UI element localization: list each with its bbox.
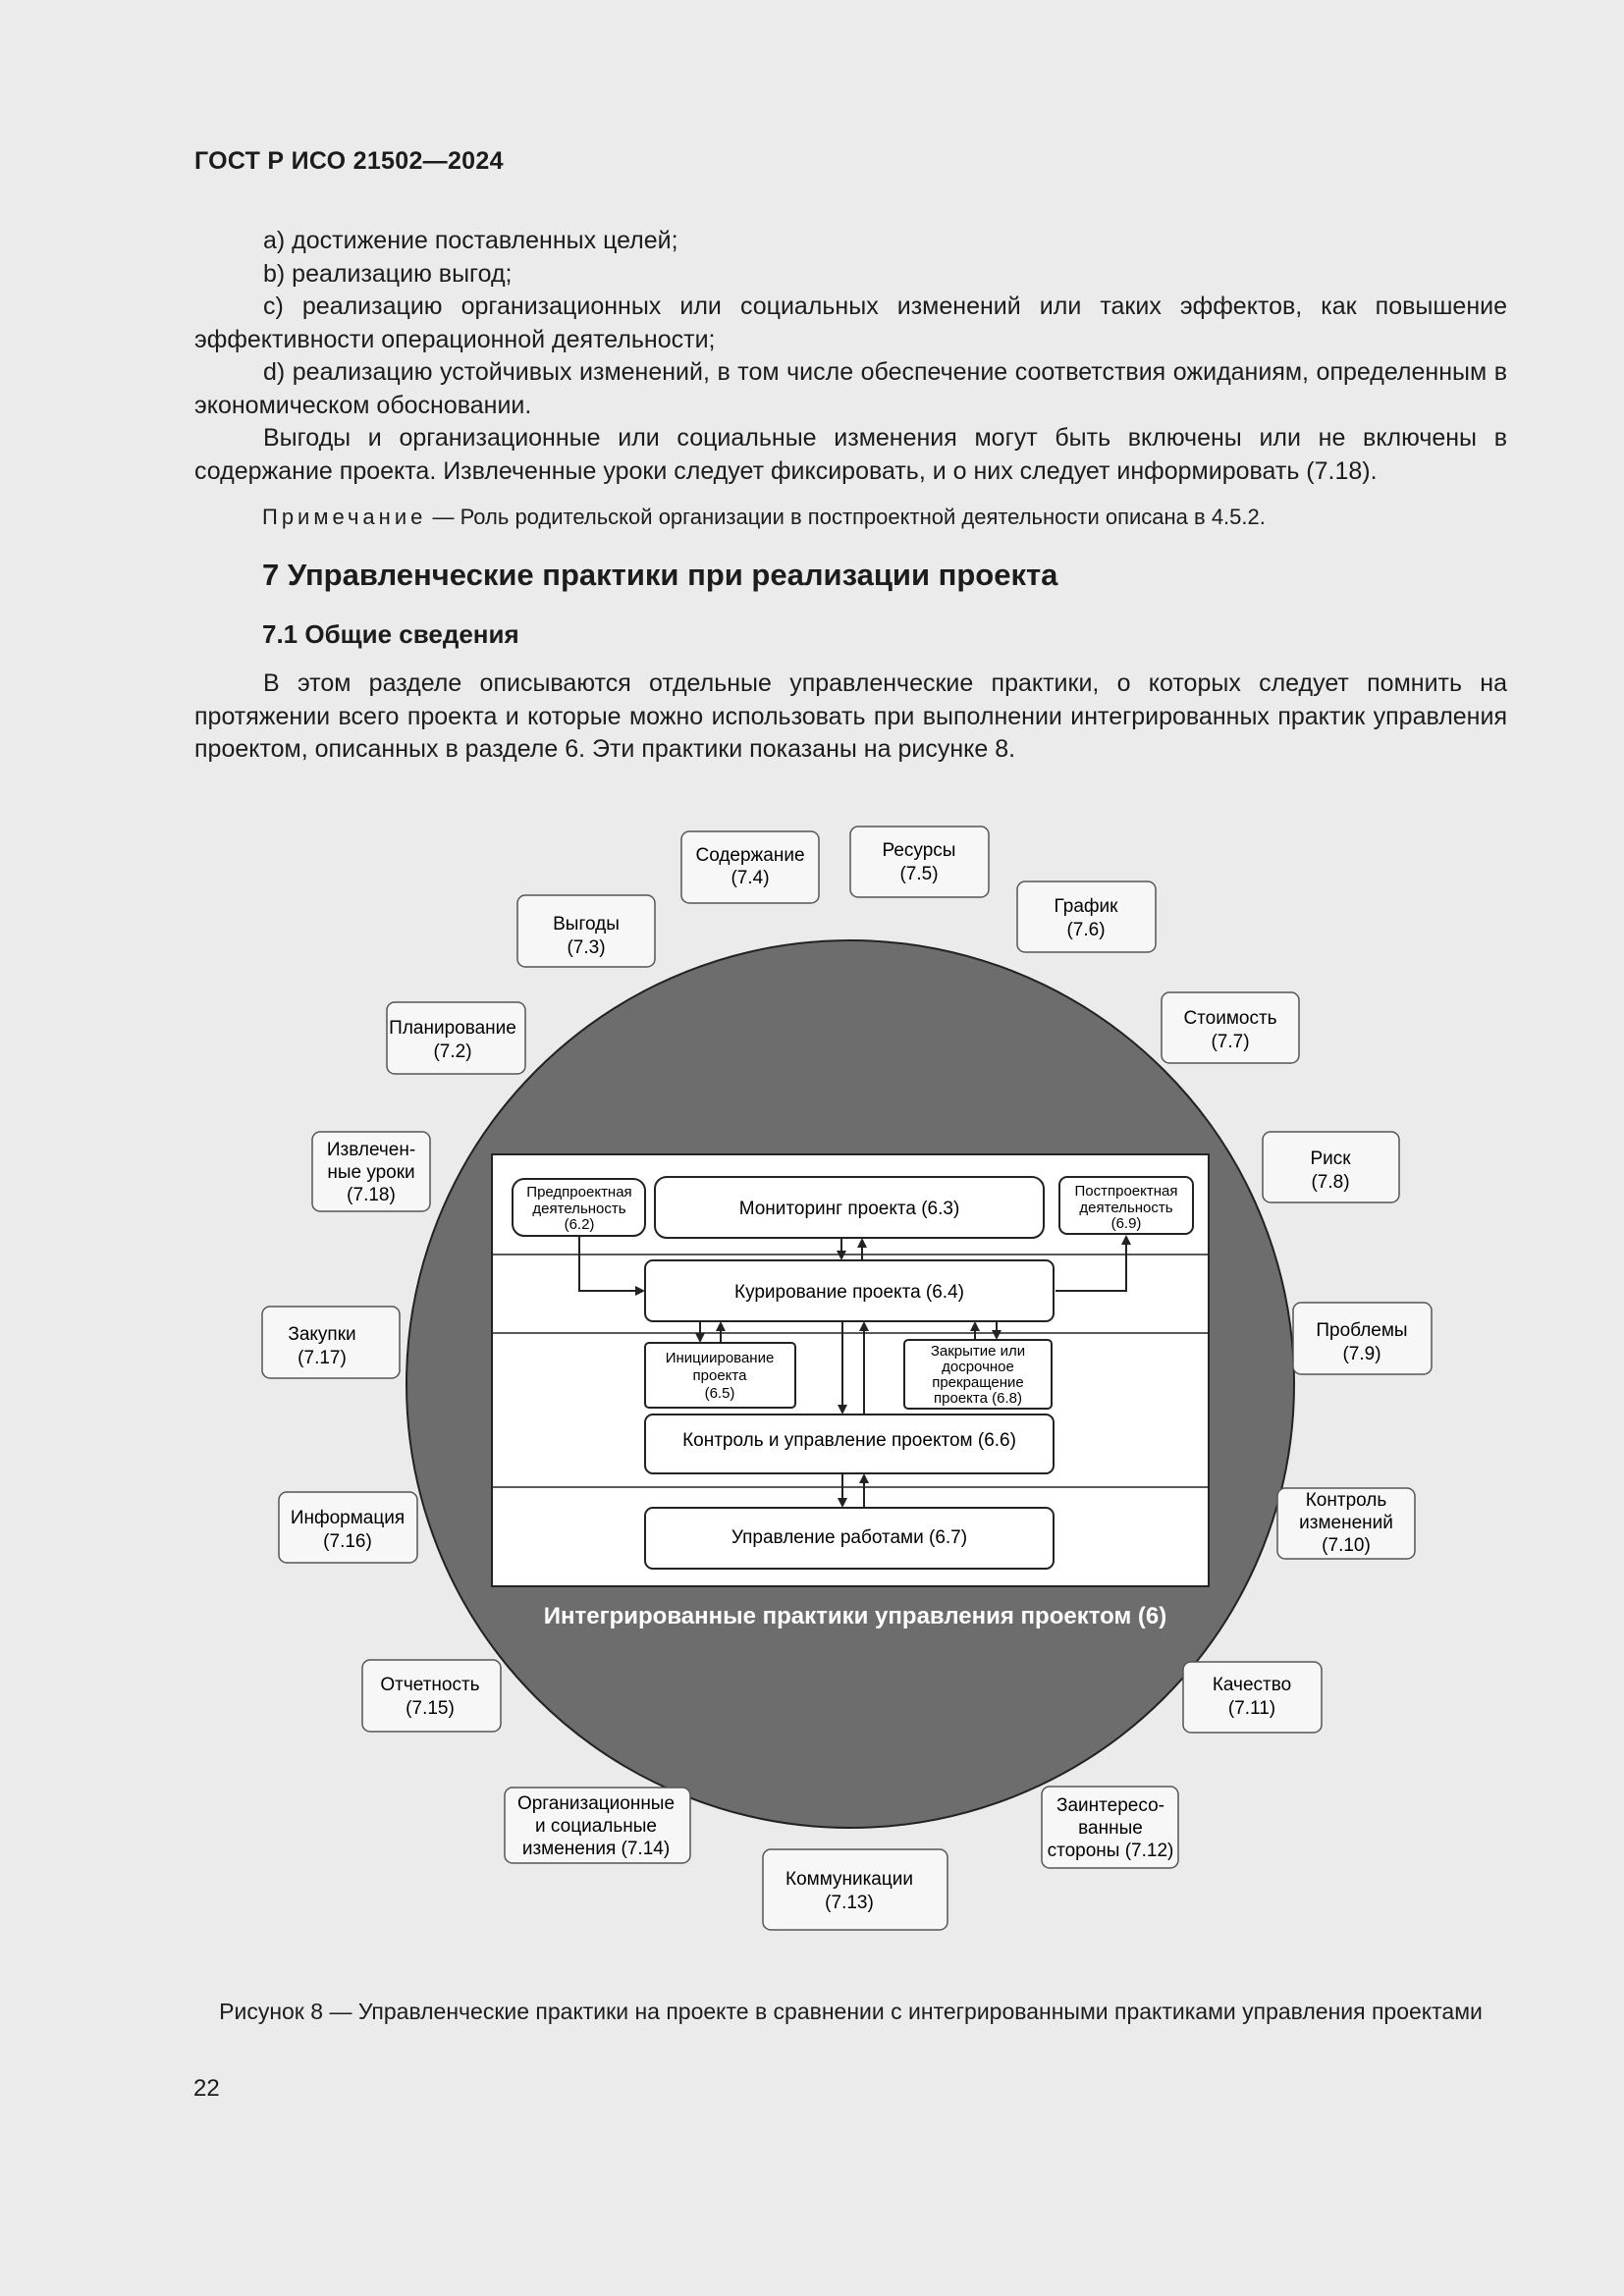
practice-schedule-line-1: График xyxy=(1054,896,1118,917)
practice-cost-line-2: (7.7) xyxy=(1211,1032,1250,1052)
practice-risk-line-2: (7.8) xyxy=(1311,1172,1350,1193)
initiation-line-2: проекта xyxy=(692,1367,747,1384)
practice-stakeholders-line-3: стороны (7.12) xyxy=(1047,1841,1174,1861)
practice-stakeholders-line-2: ванные xyxy=(1078,1818,1143,1839)
practice-quality xyxy=(1183,1662,1322,1733)
section-heading: 7 Управленческие практики при реализации проекта xyxy=(262,558,1058,592)
practice-issues xyxy=(1293,1303,1432,1374)
practice-lessons-learned-line-1: Извлечен- xyxy=(326,1140,416,1160)
practice-information xyxy=(279,1492,417,1563)
practice-stakeholders-line-1: Заинтересо- xyxy=(1056,1795,1164,1816)
monitoring-label: Мониторинг проекта (6.3) xyxy=(738,1199,960,1219)
practice-communications xyxy=(763,1849,947,1930)
practice-cost xyxy=(1162,992,1299,1063)
practice-org-social-change-line-2: и социальные xyxy=(535,1816,657,1837)
practice-scope xyxy=(681,831,819,903)
practice-communications-line-2: (7.13) xyxy=(825,1893,874,1913)
practice-reporting-line-1: Отчетность xyxy=(380,1675,480,1695)
practice-schedule-line-2: (7.6) xyxy=(1066,920,1106,940)
practice-scope-line-1: Содержание xyxy=(695,845,805,866)
practice-planning-line-1: Планирование xyxy=(389,1018,516,1039)
practice-issues-line-1: Проблемы xyxy=(1316,1320,1408,1341)
practice-benefits xyxy=(517,895,655,967)
practice-planning xyxy=(387,1002,525,1074)
direction-label: Курирование проекта (6.4) xyxy=(734,1282,964,1303)
practice-resources-line-1: Ресурсы xyxy=(882,840,956,861)
practice-quality-line-1: Качество xyxy=(1212,1675,1292,1695)
post-project-line-3: (6.9) xyxy=(1110,1215,1142,1232)
paragraph-b: b) реализацию выгод; xyxy=(263,259,513,288)
closure-box xyxy=(904,1340,1052,1409)
practice-org-social-change xyxy=(505,1788,690,1863)
pre-project-line-2: деятельность xyxy=(532,1201,626,1217)
practice-benefits-line-2: (7.3) xyxy=(567,937,606,958)
post-project-box xyxy=(1059,1177,1193,1234)
practice-lessons-learned-line-3: (7.18) xyxy=(347,1185,396,1205)
practice-procurement xyxy=(262,1307,400,1378)
practice-resources-line-2: (7.5) xyxy=(899,864,939,884)
post-project-line-1: Постпроектная xyxy=(1074,1183,1178,1200)
direction-box xyxy=(645,1260,1054,1321)
control-box xyxy=(645,1415,1054,1473)
practice-communications-line-1: Коммуникации xyxy=(785,1869,913,1890)
practice-procurement-line-1: Закупки xyxy=(288,1324,356,1345)
post-project-line-2: деятельность xyxy=(1079,1200,1173,1216)
circle-label: Интегрированные практики управления проектом (6) xyxy=(543,1603,1167,1629)
practice-planning-line-2: (7.2) xyxy=(433,1041,472,1062)
practice-schedule xyxy=(1017,881,1156,952)
practice-org-social-change-line-1: Организационные xyxy=(516,1793,676,1814)
work-management-box xyxy=(645,1508,1054,1569)
practice-procurement-line-2: (7.17) xyxy=(298,1348,347,1368)
practice-org-social-change-line-3: изменения (7.14) xyxy=(521,1839,671,1859)
closure-line-2: досрочное xyxy=(942,1359,1014,1375)
subsection-heading: 7.1 Общие сведения xyxy=(262,619,519,649)
practice-cost-line-1: Стоимость xyxy=(1183,1008,1277,1029)
practice-scope-line-2: (7.4) xyxy=(731,868,770,888)
paragraph-a: a) достижение поставленных целей; xyxy=(263,227,678,254)
pre-project-line-3: (6.2) xyxy=(564,1216,595,1233)
initiation-line-3: (6.5) xyxy=(704,1385,735,1402)
practice-stakeholders xyxy=(1042,1787,1178,1868)
paragraph-benefits: Выгоды и организационные или социальные изменения могут быть включены или не включены в содержание проекта. Извлеченные уроки следует фиксировать, и о них следует информировать (7.18). xyxy=(194,424,1507,485)
practice-information-line-2: (7.16) xyxy=(323,1531,372,1552)
work-management-label: Управление работами (6.7) xyxy=(731,1527,968,1548)
intro-text: В этом разделе описываются отдельные управленческие практики, о которых следует помнить на протяжении всего проекта и которые можно использовать при выполнении интегрированных практик управления проектом, описанных в разделе 6. Эти практики показаны на рисунке 8. xyxy=(194,669,1507,763)
practice-change-control xyxy=(1277,1488,1415,1559)
paragraph-c: c) реализацию организационных или социальных изменений или таких эффектов, как повышение эффективности операционной деятельности; xyxy=(194,293,1507,353)
practice-reporting xyxy=(362,1660,501,1732)
practice-information-line-1: Информация xyxy=(290,1508,406,1528)
monitoring-box xyxy=(655,1177,1044,1238)
closure-line-1: Закрытие или xyxy=(930,1343,1026,1360)
practice-benefits-line-1: Выгоды xyxy=(553,914,620,934)
initiation-box xyxy=(645,1343,795,1408)
practice-change-control-line-1: Контроль xyxy=(1305,1490,1387,1511)
practice-reporting-line-2: (7.15) xyxy=(406,1698,455,1719)
practice-lessons-learned-line-2: ные уроки xyxy=(327,1162,415,1183)
note-text: — Роль родительской организации в постпроектной деятельности описана в 4.5.2. xyxy=(426,505,1266,529)
practice-issues-line-2: (7.9) xyxy=(1342,1344,1381,1364)
practice-risk xyxy=(1263,1132,1399,1202)
paragraph-d: d) реализацию устойчивых изменений, в том числе обеспечение соответствия ожиданиям, определенным в экономическом обосновании. xyxy=(194,358,1507,419)
closure-line-3: прекращение xyxy=(932,1374,1024,1391)
figure-caption: Рисунок 8 — Управленческие практики на проекте в сравнении с интегрированными практиками управления проектами xyxy=(219,1999,1483,2024)
practice-quality-line-2: (7.11) xyxy=(1227,1698,1276,1719)
initiation-line-1: Инициирование xyxy=(665,1350,775,1366)
pre-project-line-1: Предпроектная xyxy=(526,1184,632,1201)
document-header: ГОСТ Р ИСО 21502—2024 xyxy=(194,147,504,175)
control-label: Контроль и управление проектом (6.6) xyxy=(682,1430,1016,1451)
practice-resources xyxy=(850,827,989,897)
practice-change-control-line-2: изменений xyxy=(1299,1513,1393,1533)
practice-lessons-learned xyxy=(312,1132,430,1211)
practice-change-control-line-3: (7.10) xyxy=(1322,1535,1371,1556)
practice-risk-line-1: Риск xyxy=(1310,1148,1351,1169)
pre-project-box xyxy=(513,1179,645,1236)
note-label: Примечание xyxy=(262,505,427,529)
closure-line-4: проекта (6.8) xyxy=(934,1390,1022,1407)
page-number: 22 xyxy=(193,2075,220,2102)
